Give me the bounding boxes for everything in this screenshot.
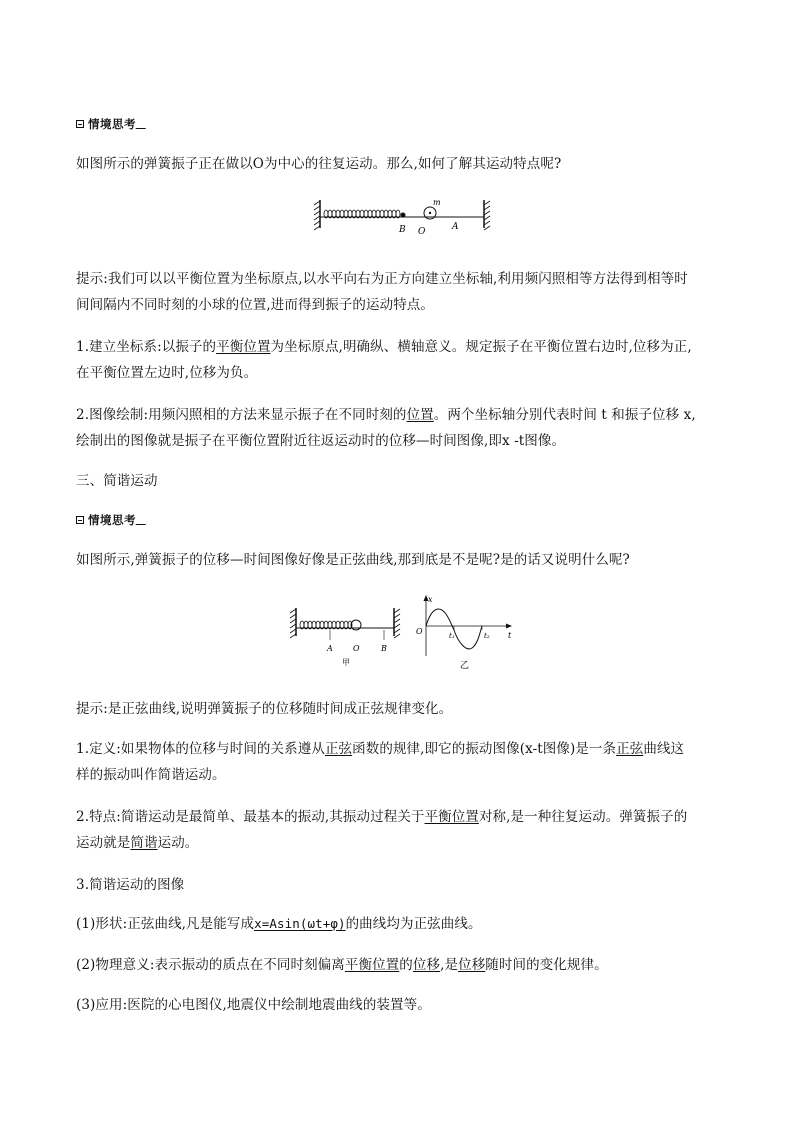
box-icon: [76, 516, 84, 524]
underlined-term: 平衡位置: [424, 809, 479, 825]
box-icon: [76, 120, 84, 128]
label-origin: O: [416, 627, 423, 636]
label-A: A: [327, 644, 333, 653]
meaning-line: (2)物理意义:表示振动的质点在不同时刻偏离平衡位置的位移,是位移随时间的变化规律。: [76, 957, 608, 973]
label-m: m: [433, 198, 441, 207]
item-1-line-2: 在平衡位置左边时,位移为负。: [76, 365, 258, 381]
label-B: B: [399, 225, 406, 235]
left-wall-hatch: [314, 201, 320, 230]
situation-thinking-tag-2: [76, 512, 148, 528]
label-B: B: [381, 644, 387, 653]
label-t1: t₁: [449, 632, 455, 640]
underlined-term: 平衡位置: [344, 957, 400, 973]
label-A: A: [452, 222, 459, 232]
label-t: t: [508, 631, 512, 640]
formula: x=Asin(ωt+φ): [254, 916, 346, 931]
tag-label: 情境思考: [88, 117, 136, 131]
tag-underline-decoration: [135, 120, 150, 129]
left-wall-hatch: [290, 609, 296, 638]
shape-line: (1)形状:正弦曲线,凡是能写成x=Asin(ωt+φ)的曲线均为正弦曲线。: [76, 916, 482, 932]
underlined-term: 位置: [406, 407, 434, 423]
question-1: 如图所示的弹簧振子正在做以O为中心的往复运动。那么,如何了解其运动特点呢?: [76, 156, 562, 172]
definition-line-2: 样的振动叫作简谐运动。: [76, 767, 226, 783]
feature-line-1: 2.特点:简谐运动是最简单、最基本的振动,其振动过程关于平衡位置对称,是一种往复运动。弹簧振子的: [76, 809, 688, 825]
caption-jia: 甲: [342, 658, 350, 667]
spring-oscillator-figure: [312, 196, 492, 238]
tag-label: 情境思考: [88, 513, 136, 527]
application-line: (3)应用:医院的心电图仪,地震仪中绘制地震曲线的装置等。: [76, 997, 431, 1013]
label-x: x: [428, 595, 433, 604]
ball-at-B: [401, 213, 406, 218]
tag-underline-decoration: [135, 516, 150, 525]
underlined-term: 简谐: [130, 835, 158, 851]
feature-line-2: 运动就是简谐运动。: [76, 835, 199, 851]
sine-graph-yi: [412, 592, 520, 672]
graph-heading: 3.简谐运动的图像: [76, 877, 185, 893]
definition-line-1: 1.定义:如果物体的位移与时间的关系遵从正弦函数的规律,即它的振动图像(x-t图像)是一条正弦曲线这: [76, 741, 685, 757]
hint-1-line-2: 间间隔内不同时刻的小球的位置,进而得到振子的运动特点。: [76, 297, 434, 313]
underlined-term: 位移: [458, 957, 486, 973]
axis-arrow-right-icon: [506, 624, 512, 629]
section-heading: 三、简谐运动: [76, 473, 158, 489]
underlined-term: 平衡位置: [216, 339, 271, 355]
situation-thinking-tag: [76, 116, 148, 132]
hint-1-line-1: 提示:我们可以以平衡位置为坐标原点,以水平向右为正方向建立坐标轴,利用频闪照相等方法得到相等时: [76, 271, 688, 287]
question-2: 如图所示,弹簧振子的位移—时间图像好像是正弦曲线,那到底是不是呢?是的话又说明什么呢?: [76, 552, 630, 568]
underlined-term: 正弦: [324, 741, 353, 757]
hint-2: 提示:是正弦曲线,说明弹簧振子的位移随时间成正弦规律变化。: [76, 701, 453, 717]
label-O: O: [353, 644, 360, 653]
label-O: O: [418, 227, 426, 237]
right-wall-hatch: [394, 609, 400, 638]
underlined-term: 位移: [412, 957, 441, 973]
oscillator-figure-jia: [288, 604, 402, 668]
label-t2: t₂: [484, 632, 490, 640]
underlined-term: 正弦: [616, 741, 644, 757]
caption-yi: 乙: [460, 661, 470, 671]
right-wall-hatch: [484, 201, 490, 230]
item-2-line-2: 绘制出的图像就是振子在平衡位置附近往返运动时的位移—时间图像,即x -t图像。: [76, 433, 566, 449]
item-2-line-1: 2.图像绘制:用频闪照相的方法来显示振子在不同时刻的位置。两个坐标轴分别代表时间 t 和振子位移 x,: [76, 407, 696, 423]
item-1-line-1: 1.建立坐标系:以振子的平衡位置为坐标原点,明确纵、横轴意义。规定振子在平衡位置右边时,位移为正,: [76, 339, 692, 355]
